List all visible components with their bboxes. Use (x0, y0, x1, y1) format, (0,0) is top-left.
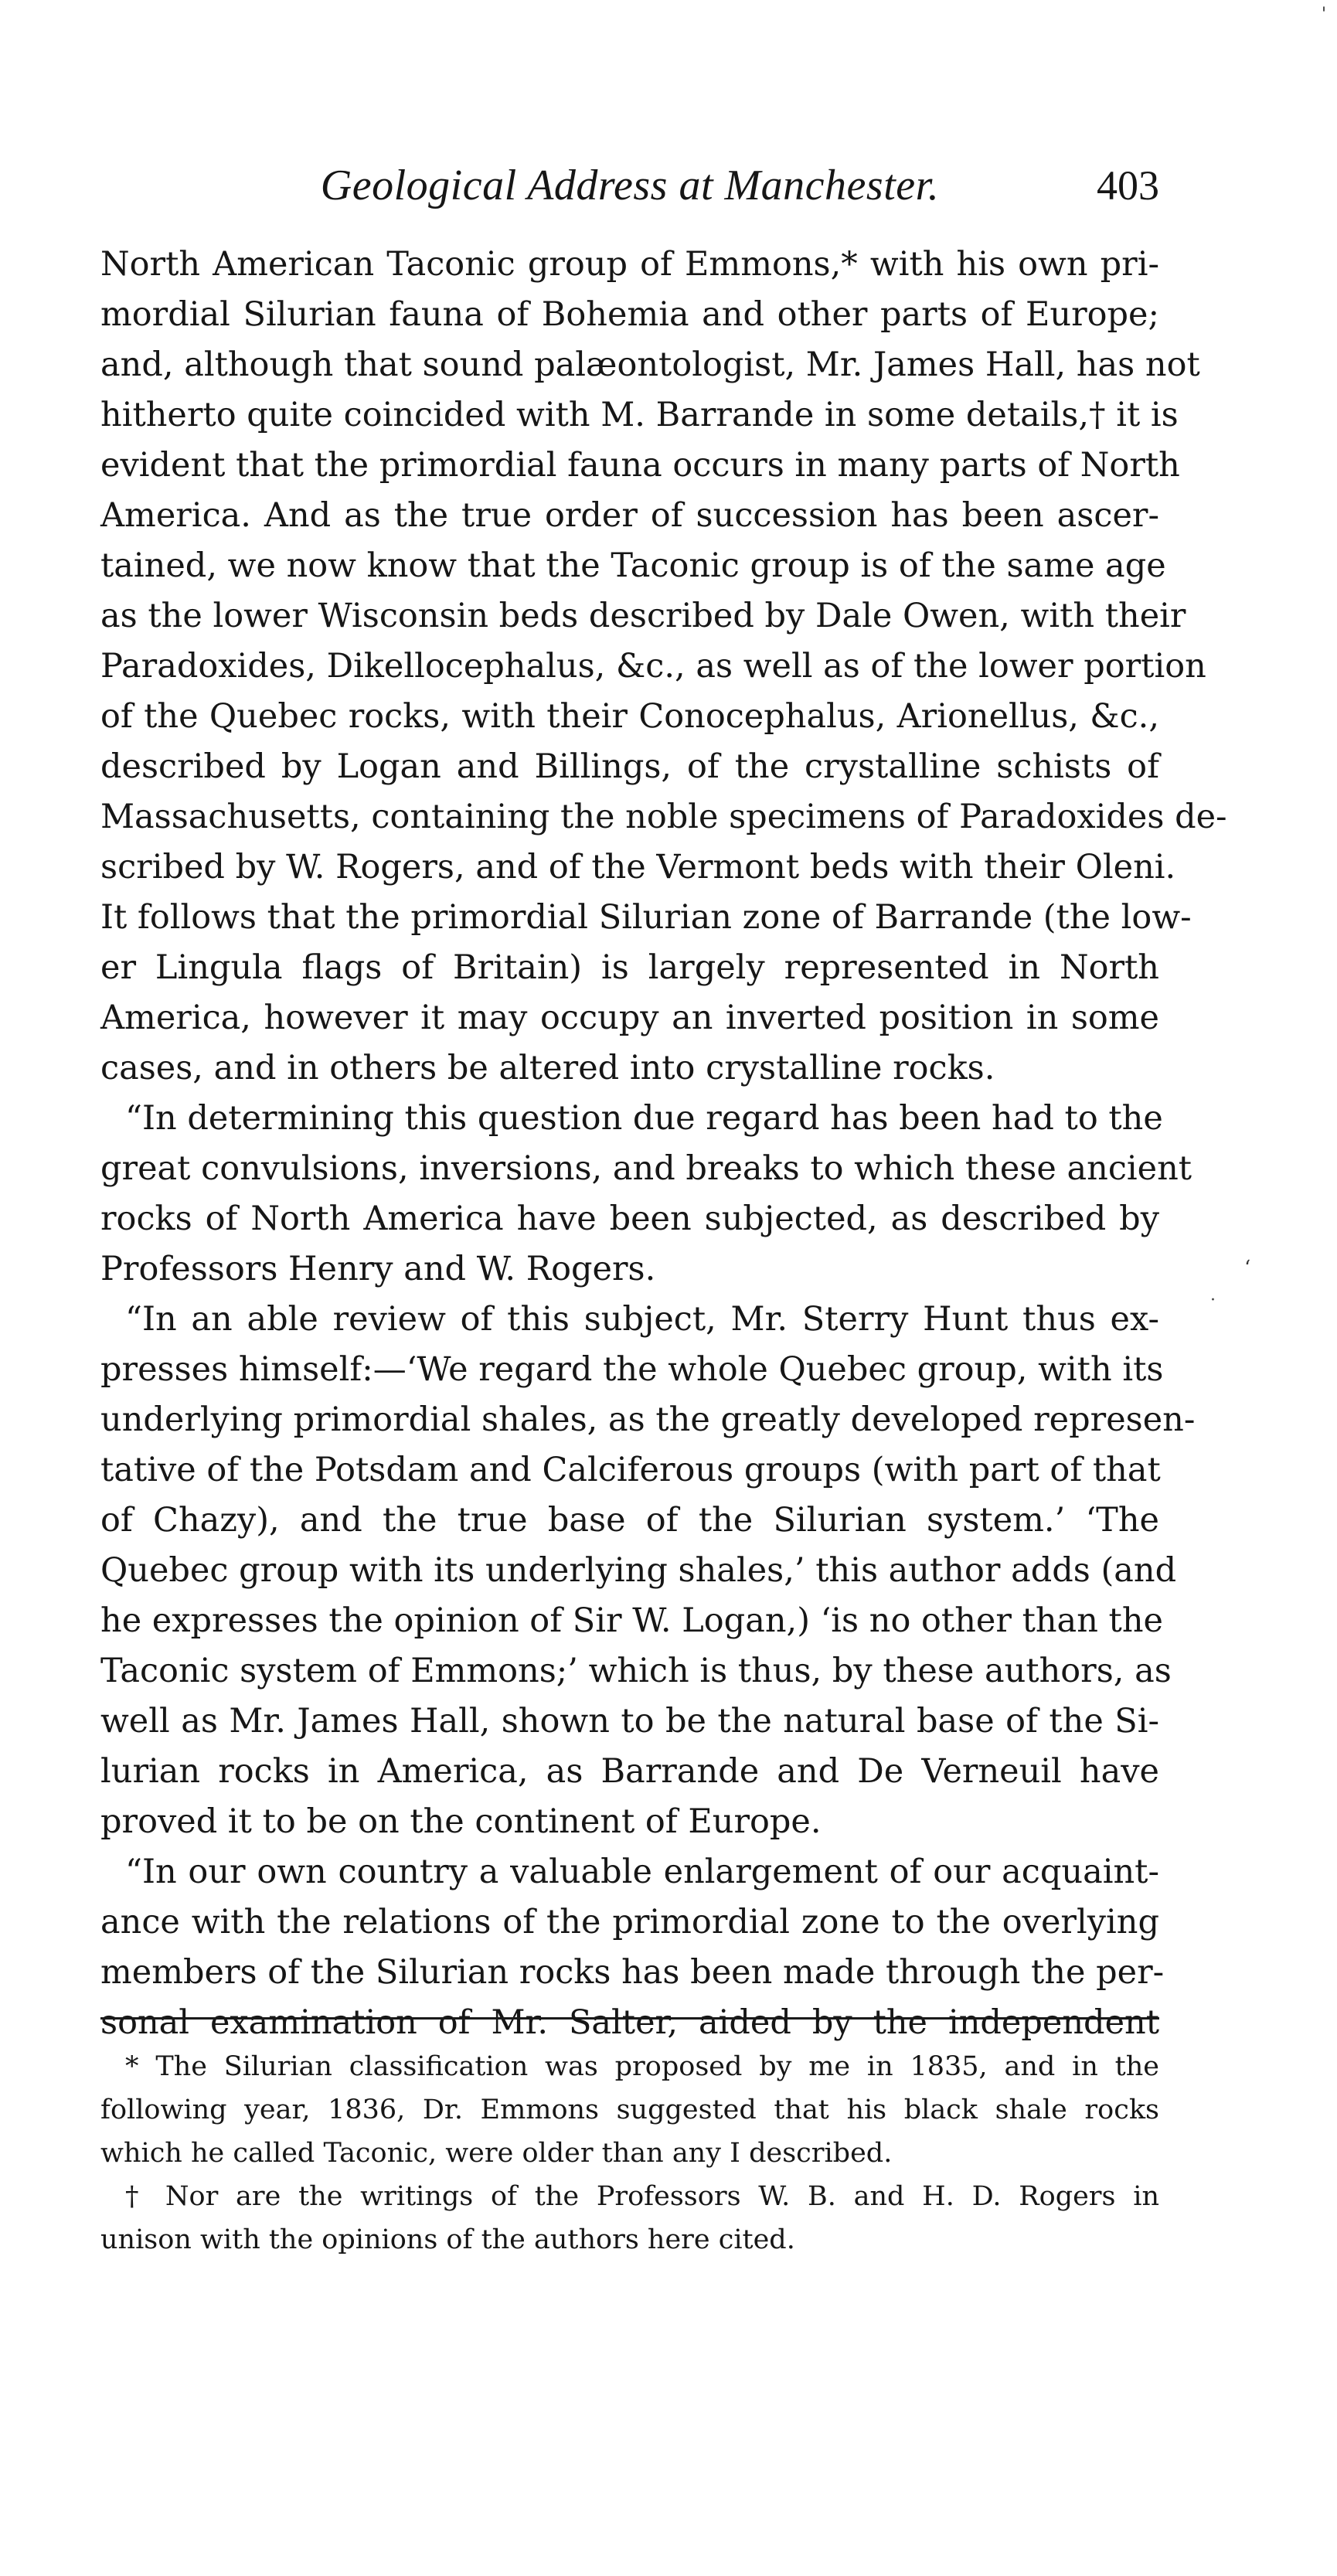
footnote-line: unison with the opinions of the authors here cited. (100, 2224, 795, 2255)
page-number: 403 (1097, 162, 1159, 209)
stray-mark-top-right: ' (1321, 5, 1326, 24)
body-line: Taconic system of Emmons;’ which is thus, by these authors, as (100, 1652, 1172, 1690)
body-line: er Lingula flags of Britain) is largely represented in North (100, 948, 1159, 987)
running-head (100, 158, 1159, 213)
body-line: great convulsions, inversions, and breaks to which these ancient (100, 1149, 1192, 1188)
body-line: underlying primordial shales, as the greatly developed represen- (100, 1400, 1196, 1439)
body-line: Massachusetts, containing the noble specimens of Paradoxides de- (100, 798, 1227, 836)
margin-dot-mark: · (1210, 1291, 1216, 1310)
body-line: members of the Silurian rocks has been made through the per- (100, 1953, 1165, 1992)
body-line: tative of the Potsdam and Calciferous groups (with part of that (100, 1451, 1161, 1489)
body-line: presses himself:—‘We regard the whole Quebec group, with its (100, 1350, 1164, 1389)
body-line: America. And as the true order of succession has been ascer- (100, 496, 1159, 535)
body-line: sonal examination of Mr. Salter, aided by the independent (100, 2003, 1159, 2042)
body-line: proved it to be on the continent of Europe. (100, 1802, 822, 1841)
body-line: rocks of North America have been subjected, as described by (100, 1200, 1159, 1238)
footnote-line: † Nor are the writings of the Professors W. B. and H. D. Rogers in (125, 2181, 1159, 2212)
body-line: of the Quebec rocks, with their Conocephalus, Arionellus, &c., (100, 697, 1159, 736)
running-title: Geological Address at Manchester. (320, 162, 940, 209)
footnote-line: * The Silurian classification was proposed by me in 1835, and in the (125, 2051, 1159, 2082)
footnote-line: which he called Taconic, were older than any I described. (100, 2138, 893, 2169)
body-line: It follows that the primordial Silurian zone of Barrande (the low- (100, 898, 1192, 937)
margin-tick-mark: ‘ (1244, 1257, 1251, 1280)
body-text (100, 240, 1227, 2048)
body-line: lurian rocks in America, as Barrande and De Verneuil have (100, 1752, 1159, 1791)
body-line: Quebec group with its underlying shales,’ this author adds (and (100, 1551, 1177, 1590)
body-line: “In determining this question due regard has been had to the (125, 1099, 1163, 1138)
body-line: ance with the relations of the primordial zone to the overlying (100, 1903, 1159, 1941)
footnote-rule (100, 2017, 1159, 2020)
footnotes (100, 2045, 1159, 2261)
body-line: America, however it may occupy an inverted position in some (100, 999, 1159, 1037)
body-line: he expresses the opinion of Sir W. Logan,) ‘is no other than the (100, 1601, 1163, 1640)
body-line: described by Logan and Billings, of the crystalline schists of (100, 747, 1159, 786)
body-line: cases, and in others be altered into crystalline rocks. (100, 1049, 995, 1087)
body-line: well as Mr. James Hall, shown to be the natural base of the Si- (100, 1702, 1159, 1741)
body-line: North American Taconic group of Emmons,* with his own pri- (100, 245, 1159, 284)
body-line: evident that the primordial fauna occurs in many parts of North (100, 446, 1180, 485)
footnote-line: following year, 1836, Dr. Emmons suggested that his black shale rocks (100, 2094, 1159, 2125)
body-line: hitherto quite coincided with M. Barrande in some details,† it is (100, 396, 1179, 434)
body-line: “In an able review of this subject, Mr. Sterry Hunt thus ex- (125, 1300, 1159, 1339)
body-line: scribed by W. Rogers, and of the Vermont beds with their Oleni. (100, 848, 1176, 886)
body-line: tained, we now know that the Taconic group is of the same age (100, 546, 1166, 585)
body-line: and, although that sound palæontologist, Mr. James Hall, has not (100, 345, 1200, 384)
body-line: Paradoxides, Dikellocephalus, &c., as well as of the lower portion (100, 647, 1206, 686)
body-line: as the lower Wisconsin beds described by Dale Owen, with their (100, 597, 1186, 635)
body-line: mordial Silurian fauna of Bohemia and other parts of Europe; (100, 295, 1159, 334)
body-line: of Chazy), and the true base of the Silurian system.’ ‘The (100, 1501, 1159, 1540)
body-line: Professors Henry and W. Rogers. (100, 1250, 656, 1288)
body-line: “In our own country a valuable enlargement of our acquaint- (125, 1853, 1159, 1891)
